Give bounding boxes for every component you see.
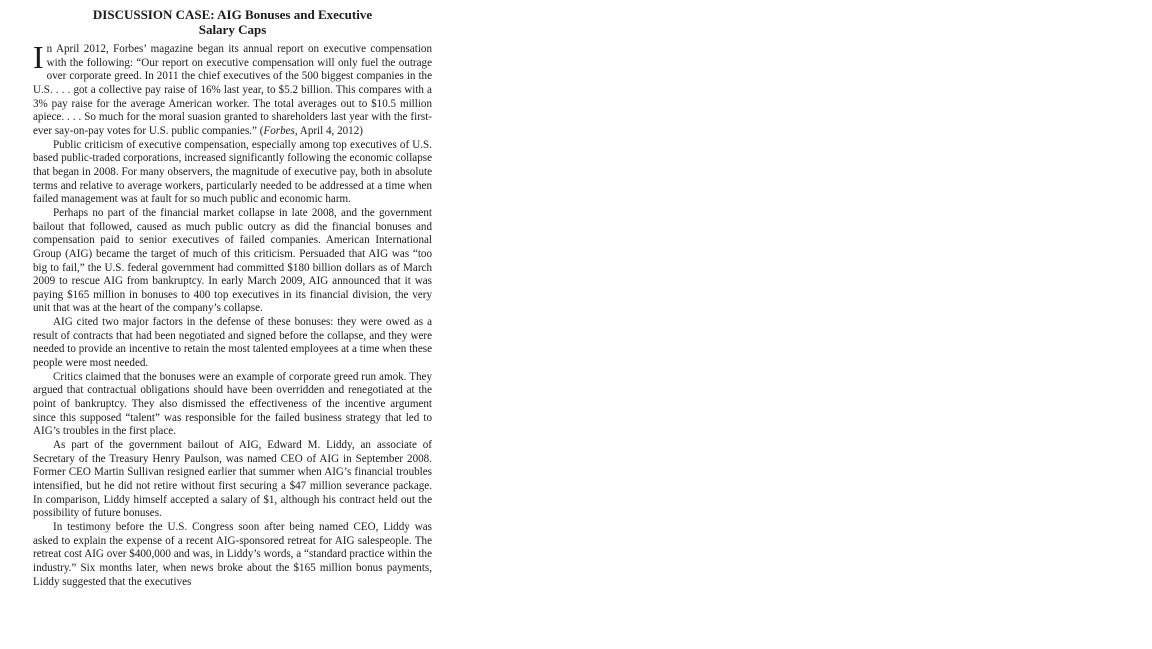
drop-cap: I: [33, 39, 44, 75]
paragraph-1-text: n April 2012, Forbes’ magazine began its annual report on executive compensation with the following: “Our report on executive compensation will only fuel the outrage over corporate greed. In 2011 the chief executives of the 500 biggest companies in the U.S. . . . got a collective pay raise of 16% last year, to $5.2 billion. This compares with a 3% pay raise for the average American worker. The total averages out to $10.5 million apiece. . . . So much for the moral suasion granted to shareholders last year with the first-ever say-on-pay votes for U.S. public companies.” (: [33, 43, 432, 137]
paragraph-3: Perhaps no part of the financial market collapse in late 2008, and the government bailout that followed, caused as much public outcry as did the financial bonuses and compensation paid to senior executives of failed companies. American International Group (AIG) became the target of much of this criticism. Persuaded that AIG was “too big to fail,” the U.S. federal government had committed $180 billion dollars as of March 2009 to rescue AIG from bankruptcy. In early March 2009, AIG announced that it was paying $165 million in bonuses to 400 top executives in its financial division, the very unit that was at the heart of the company’s collapse.: [33, 206, 432, 315]
document-page: [33, 7, 432, 589]
source-date: , April 4, 2012): [294, 124, 363, 137]
case-title-line-1: DISCUSSION CASE: AIG Bonuses and Executive: [92, 7, 373, 22]
paragraph-7: In testimony before the U.S. Congress soon after being named CEO, Liddy was asked to explain the expense of a recent AIG-sponsored retreat for AIG salespeople. The retreat cost AIG over $400,000 and was, in Liddy’s words, a “standard practice within the industry.” Six months later, when news broke about the $165 million bonus payments, Liddy suggested that the executives: [33, 520, 432, 588]
source-publication: Forbes: [263, 124, 295, 137]
paragraph-5: Critics claimed that the bonuses were an example of corporate greed run amok. They argued that contractual obligations should have been overridden and renegotiated at the point of bankruptcy. They also dismissed the effectiveness of the incentive argument since this supposed “talent” was responsible for the failed business strategy that led to AIG’s troubles in the first place.: [33, 370, 432, 438]
case-title: [33, 7, 432, 37]
paragraph-4: AIG cited two major factors in the defense of these bonuses: they were owed as a result of contracts that had been negotiated and signed before the collapse, and they were needed to provide an incentive to retain the most talented employees at a time when these people were most needed.: [33, 316, 432, 370]
paragraph-2: Public criticism of executive compensation, especially among top executives of U.S. based public-traded corporations, increased significantly following the economic collapse that began in 2008. For many observers, the magnitude of executive pay, both in absolute terms and relative to average workers, particularly needed to be addressed at a time when failed management was at fault for so much public and economic harm.: [33, 138, 432, 206]
case-body: [33, 39, 432, 589]
case-title-line-2: Salary Caps: [198, 22, 267, 37]
paragraph-1: [33, 39, 432, 139]
paragraph-6: As part of the government bailout of AIG, Edward M. Liddy, an associate of Secretary of the Treasury Henry Paulson, was named CEO of AIG in September 2008. Former CEO Martin Sullivan resigned earlier that summer when AIG’s financial troubles intensified, but he did not retire without first securing a $47 million severance package. In comparison, Liddy himself accepted a salary of $1, although his contract held out the possibility of future bonuses.: [33, 439, 432, 520]
